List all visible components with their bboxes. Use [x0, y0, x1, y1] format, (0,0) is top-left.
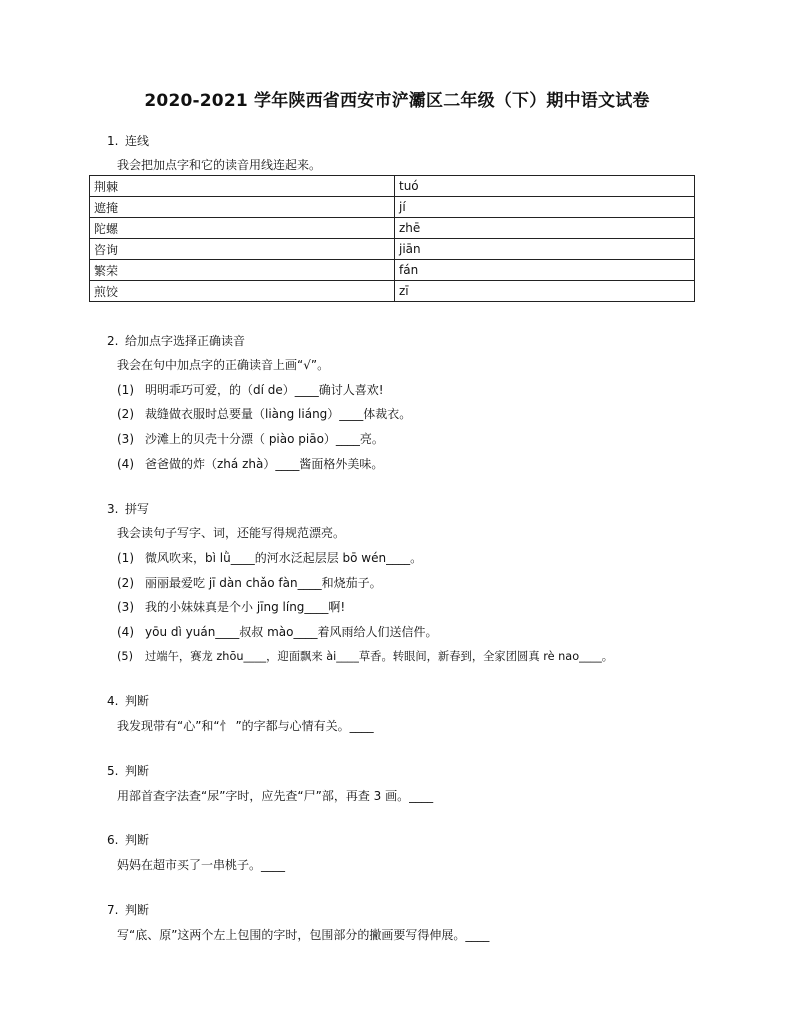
word-cell: 咨询 — [90, 239, 395, 260]
table-row — [90, 239, 695, 260]
question-4-title: 判断 — [125, 694, 150, 708]
question-3-instruction: 我会读句子写字、词，还能写得规范漂亮。 — [117, 526, 346, 540]
list-item — [117, 574, 382, 591]
item-number: (4) — [117, 625, 134, 639]
question-6-statement: 妈妈在超市买了一串桃子。____ — [117, 858, 286, 872]
item-text: 明明乖巧可爱，的（dí de）____确讨人喜欢! — [145, 383, 384, 397]
list-item — [117, 598, 345, 615]
item-number: (4) — [117, 457, 134, 471]
pinyin-cell: tuó — [395, 176, 695, 197]
list-item — [117, 648, 613, 664]
word-cell: 煎饺 — [90, 281, 395, 302]
question-1-title: 连线 — [125, 134, 150, 148]
question-6-heading — [107, 831, 149, 848]
question-2-instruction: 我会在句中加点字的正确读音上画“√”。 — [117, 358, 330, 372]
item-number: (1) — [117, 383, 134, 397]
question-4-number: 4. — [107, 694, 119, 708]
question-5-title: 判断 — [125, 764, 150, 778]
question-7-statement: 写“底、原”这两个左上包围的字时，包围部分的撇画要写得伸展。____ — [117, 928, 490, 942]
list-item — [117, 381, 384, 398]
question-7-title: 判断 — [125, 903, 150, 917]
question-5-number: 5. — [107, 764, 119, 778]
item-text: 微风吹来，bì lǜ____的河水泛起层层 bō wén____。 — [145, 551, 423, 565]
list-item — [117, 405, 411, 422]
question-3-number: 3. — [107, 502, 119, 516]
item-text: 我的小妹妹真是个小 jīng líng____啊! — [145, 600, 346, 614]
matching-table — [89, 175, 695, 302]
table-row — [90, 176, 695, 197]
list-item — [117, 430, 384, 447]
question-1-number: 1. — [107, 134, 119, 148]
list-item — [117, 455, 383, 472]
item-text: 爸爸做的炸（zhá zhà）____酱面格外美味。 — [145, 457, 384, 471]
question-6-number: 6. — [107, 833, 119, 847]
page-title: 2020-2021 学年陕西省西安市浐灞区二年级（下）期中语文试卷 — [144, 91, 650, 111]
item-number: (3) — [117, 600, 134, 614]
item-number: (3) — [117, 432, 134, 446]
word-cell: 繁荣 — [90, 260, 395, 281]
item-number: (2) — [117, 407, 134, 421]
question-2-heading — [107, 332, 245, 349]
word-cell: 遮掩 — [90, 197, 395, 218]
table-row — [90, 218, 695, 239]
pinyin-cell: zī — [395, 281, 695, 302]
question-2-number: 2. — [107, 334, 119, 348]
item-text: 沙滩上的贝壳十分漂（ piào piāo）____亮。 — [145, 432, 384, 446]
pinyin-cell: fán — [395, 260, 695, 281]
pinyin-cell: jí — [395, 197, 695, 218]
question-6-title: 判断 — [125, 833, 150, 847]
question-3-heading — [107, 500, 149, 517]
item-text: 裁缝做衣服时总要量（liàng liáng）____体裁衣。 — [145, 407, 412, 421]
item-text: 丽丽最爱吃 jī dàn chǎo fàn____和烧茄子。 — [145, 576, 382, 590]
question-2-title: 给加点字选择正确读音 — [125, 334, 246, 348]
item-text: 过端午，赛龙 zhōu____，迎面飘来 ài____草香。转眼间，新春到，全家团圆真 rè nao____。 — [145, 650, 614, 663]
question-7-heading — [107, 901, 149, 918]
word-cell: 陀螺 — [90, 218, 395, 239]
question-3-title: 拼写 — [125, 502, 150, 516]
pinyin-cell: jiān — [395, 239, 695, 260]
question-7-number: 7. — [107, 903, 119, 917]
pinyin-cell: zhē — [395, 218, 695, 239]
table-row — [90, 260, 695, 281]
item-number: (2) — [117, 576, 134, 590]
word-cell: 荆棘 — [90, 176, 395, 197]
question-1-instruction: 我会把加点字和它的读音用线连起来。 — [117, 158, 322, 172]
item-number: (1) — [117, 551, 134, 565]
list-item — [117, 623, 438, 640]
question-4-statement: 我发现带有“心”和“忄 ”的字都与心情有关。____ — [117, 719, 374, 733]
item-text: yōu dì yuán____叔叔 mào____着风雨给人们送信件。 — [145, 625, 438, 639]
question-4-heading — [107, 692, 149, 709]
item-number: (5) — [117, 650, 134, 663]
table-row — [90, 197, 695, 218]
question-5-statement: 用部首查字法查“尿”字时，应先查“尸”部，再查 3 画。____ — [117, 789, 434, 803]
question-5-heading — [107, 762, 149, 779]
question-1-heading — [107, 132, 149, 149]
list-item — [117, 549, 422, 566]
table-row — [90, 281, 695, 302]
